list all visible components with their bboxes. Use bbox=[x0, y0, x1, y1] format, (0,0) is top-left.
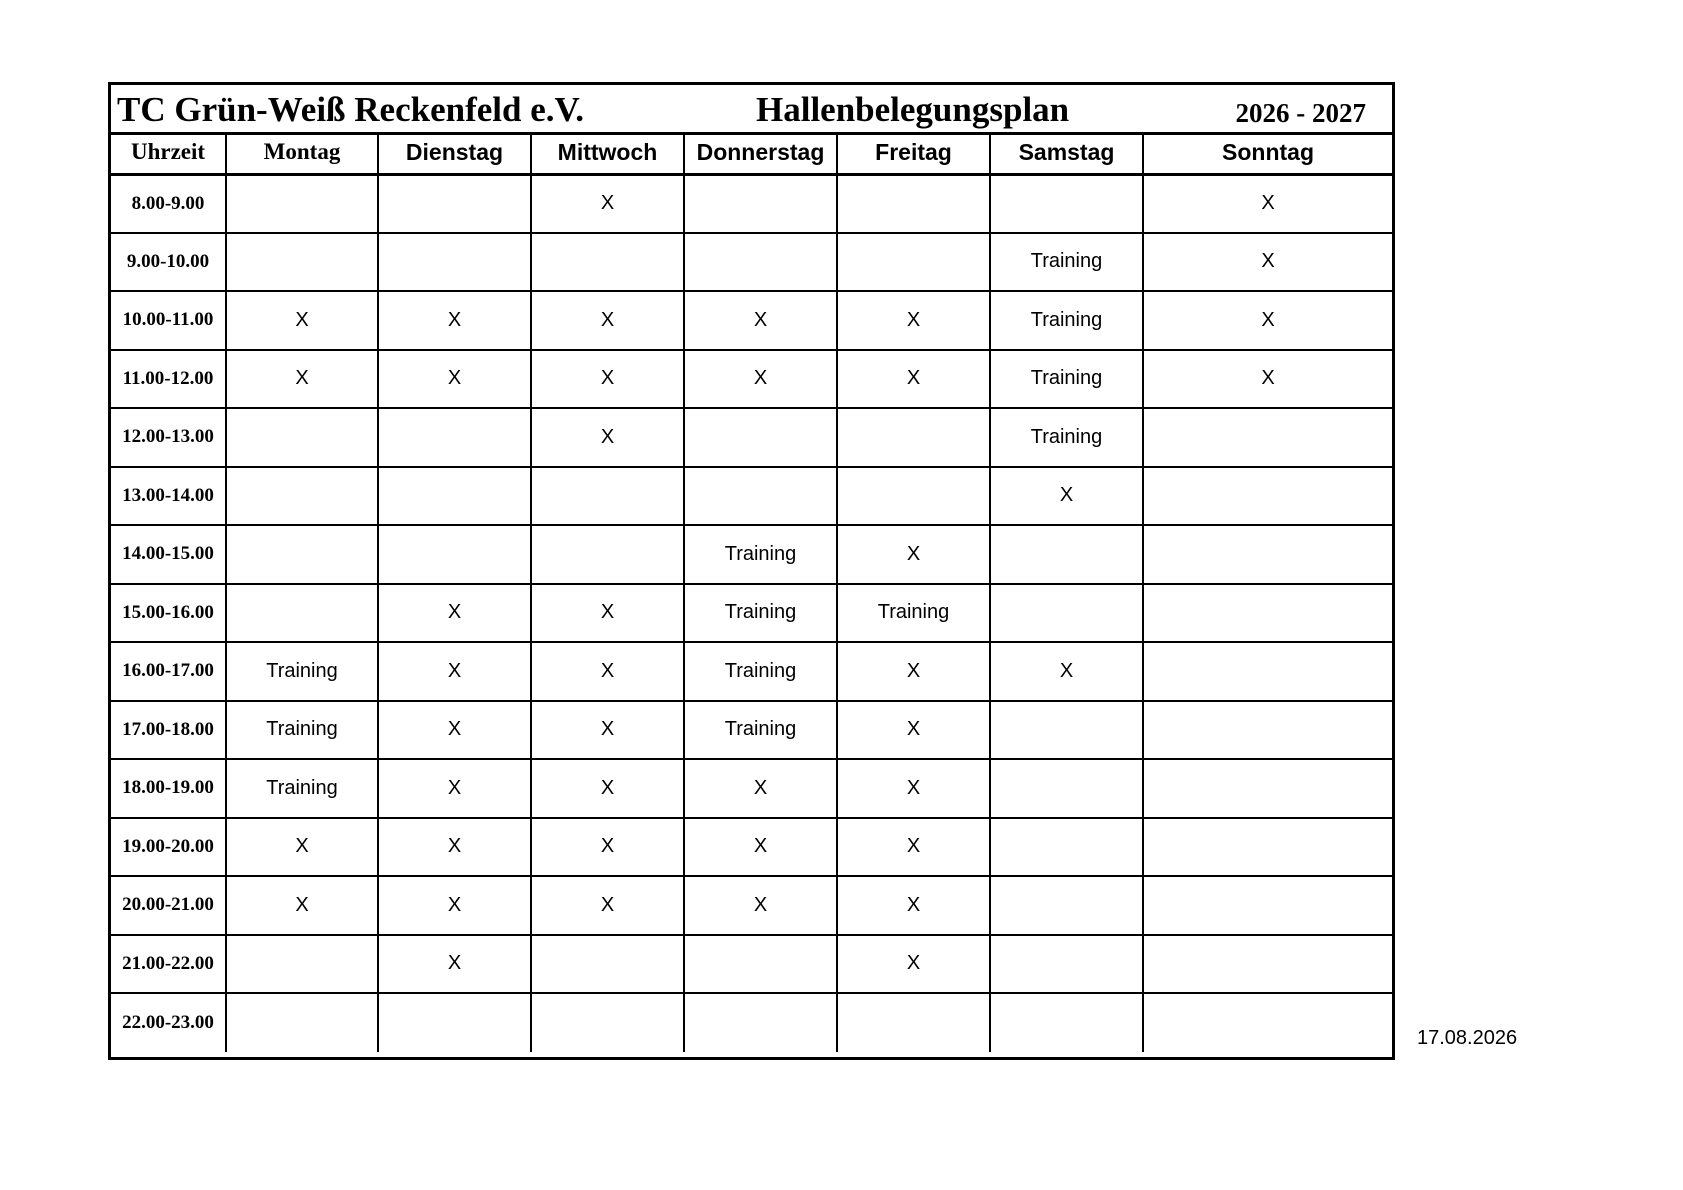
booking-cell-saturday bbox=[990, 876, 1143, 935]
table-row bbox=[111, 876, 1392, 935]
table-row bbox=[111, 993, 1392, 1052]
season-label: 2026 - 2027 bbox=[1235, 98, 1366, 128]
booking-cell-sunday: X bbox=[1143, 174, 1392, 233]
booking-cell-wednesday: X bbox=[531, 291, 684, 350]
booking-cell-saturday: Training bbox=[990, 233, 1143, 292]
booking-cell-tuesday bbox=[378, 467, 531, 526]
time-slot-cell: 18.00-19.00 bbox=[111, 759, 226, 818]
booking-cell-sunday bbox=[1143, 759, 1392, 818]
booking-cell-friday bbox=[837, 993, 990, 1052]
booking-cell-sunday bbox=[1143, 408, 1392, 467]
table-row bbox=[111, 584, 1392, 643]
table-row bbox=[111, 525, 1392, 584]
booking-cell-wednesday: X bbox=[531, 759, 684, 818]
booking-cell-wednesday: X bbox=[531, 642, 684, 701]
time-slot-cell: 16.00-17.00 bbox=[111, 642, 226, 701]
column-header-time: Uhrzeit bbox=[111, 132, 226, 174]
table-row bbox=[111, 818, 1392, 877]
booking-cell-wednesday: X bbox=[531, 408, 684, 467]
booking-cell-wednesday bbox=[531, 525, 684, 584]
time-slot-cell: 21.00-22.00 bbox=[111, 935, 226, 994]
booking-cell-wednesday: X bbox=[531, 174, 684, 233]
time-slot-cell: 22.00-23.00 bbox=[111, 993, 226, 1052]
time-slot-cell: 15.00-16.00 bbox=[111, 584, 226, 643]
column-header-saturday: Samstag bbox=[990, 132, 1143, 174]
table-row bbox=[111, 174, 1392, 233]
booking-cell-tuesday: X bbox=[378, 818, 531, 877]
booking-cell-tuesday: X bbox=[378, 759, 531, 818]
booking-cell-saturday: Training bbox=[990, 291, 1143, 350]
booking-cell-wednesday: X bbox=[531, 584, 684, 643]
booking-cell-monday: Training bbox=[226, 642, 378, 701]
booking-cell-monday: X bbox=[226, 350, 378, 409]
booking-cell-monday: X bbox=[226, 876, 378, 935]
booking-cell-monday bbox=[226, 935, 378, 994]
booking-cell-sunday bbox=[1143, 642, 1392, 701]
booking-cell-monday: X bbox=[226, 291, 378, 350]
booking-cell-tuesday bbox=[378, 525, 531, 584]
booking-cell-thursday bbox=[684, 408, 837, 467]
plan-title: Hallenbelegungsplan bbox=[756, 90, 1070, 129]
booking-cell-saturday bbox=[990, 818, 1143, 877]
booking-cell-friday: X bbox=[837, 350, 990, 409]
table-row bbox=[111, 701, 1392, 760]
column-header-monday: Montag bbox=[226, 132, 378, 174]
column-header-friday: Freitag bbox=[837, 132, 990, 174]
booking-cell-tuesday: X bbox=[378, 584, 531, 643]
booking-cell-monday bbox=[226, 408, 378, 467]
print-date: 17.08.2026 bbox=[1417, 1027, 1518, 1049]
booking-cell-monday: Training bbox=[226, 759, 378, 818]
booking-cell-tuesday: X bbox=[378, 701, 531, 760]
booking-cell-friday: X bbox=[837, 759, 990, 818]
booking-cell-tuesday: X bbox=[378, 876, 531, 935]
booking-cell-saturday bbox=[990, 759, 1143, 818]
table-row bbox=[111, 759, 1392, 818]
booking-cell-sunday: X bbox=[1143, 233, 1392, 292]
time-slot-cell: 13.00-14.00 bbox=[111, 467, 226, 526]
schedule-sheet bbox=[108, 82, 1395, 1060]
booking-cell-saturday bbox=[990, 701, 1143, 760]
booking-cell-friday bbox=[837, 467, 990, 526]
booking-cell-wednesday bbox=[531, 467, 684, 526]
booking-cell-thursday bbox=[684, 467, 837, 526]
booking-cell-wednesday bbox=[531, 993, 684, 1052]
booking-cell-friday: X bbox=[837, 642, 990, 701]
booking-cell-thursday: X bbox=[684, 876, 837, 935]
booking-cell-sunday bbox=[1143, 467, 1392, 526]
booking-cell-sunday: X bbox=[1143, 350, 1392, 409]
booking-cell-friday: Training bbox=[837, 584, 990, 643]
time-slot-cell: 20.00-21.00 bbox=[111, 876, 226, 935]
time-slot-cell: 14.00-15.00 bbox=[111, 525, 226, 584]
club-name: TC Grün-Weiß Reckenfeld e.V. bbox=[117, 90, 584, 129]
booking-cell-thursday: X bbox=[684, 350, 837, 409]
booking-cell-monday: X bbox=[226, 818, 378, 877]
booking-cell-saturday bbox=[990, 935, 1143, 994]
title-row bbox=[111, 85, 1392, 135]
booking-cell-friday: X bbox=[837, 818, 990, 877]
column-header-wednesday: Mittwoch bbox=[531, 132, 684, 174]
column-header-thursday: Donnerstag bbox=[684, 132, 837, 174]
booking-cell-friday bbox=[837, 233, 990, 292]
booking-cell-saturday bbox=[990, 525, 1143, 584]
booking-cell-thursday: Training bbox=[684, 642, 837, 701]
booking-cell-saturday bbox=[990, 584, 1143, 643]
booking-cell-tuesday bbox=[378, 408, 531, 467]
table-row bbox=[111, 408, 1392, 467]
booking-cell-friday: X bbox=[837, 876, 990, 935]
booking-cell-monday bbox=[226, 993, 378, 1052]
booking-cell-monday: Training bbox=[226, 701, 378, 760]
time-slot-cell: 17.00-18.00 bbox=[111, 701, 226, 760]
booking-cell-sunday bbox=[1143, 935, 1392, 994]
booking-cell-friday: X bbox=[837, 935, 990, 994]
time-slot-cell: 12.00-13.00 bbox=[111, 408, 226, 467]
time-slot-cell: 19.00-20.00 bbox=[111, 818, 226, 877]
booking-cell-sunday bbox=[1143, 525, 1392, 584]
table-row bbox=[111, 642, 1392, 701]
booking-cell-thursday: Training bbox=[684, 701, 837, 760]
booking-cell-thursday: X bbox=[684, 759, 837, 818]
booking-cell-friday: X bbox=[837, 525, 990, 584]
booking-cell-monday bbox=[226, 174, 378, 233]
booking-cell-wednesday: X bbox=[531, 876, 684, 935]
booking-cell-monday bbox=[226, 467, 378, 526]
booking-cell-monday bbox=[226, 525, 378, 584]
booking-cell-thursday: Training bbox=[684, 525, 837, 584]
table-row bbox=[111, 291, 1392, 350]
booking-cell-thursday bbox=[684, 233, 837, 292]
time-slot-cell: 8.00-9.00 bbox=[111, 174, 226, 233]
booking-cell-saturday: Training bbox=[990, 350, 1143, 409]
booking-cell-monday bbox=[226, 233, 378, 292]
booking-cell-wednesday: X bbox=[531, 350, 684, 409]
booking-cell-friday bbox=[837, 174, 990, 233]
booking-cell-wednesday bbox=[531, 233, 684, 292]
column-header-sunday: Sonntag bbox=[1143, 132, 1392, 174]
booking-cell-wednesday bbox=[531, 935, 684, 994]
booking-cell-tuesday bbox=[378, 233, 531, 292]
booking-cell-tuesday: X bbox=[378, 350, 531, 409]
table-row bbox=[111, 467, 1392, 526]
booking-cell-saturday bbox=[990, 174, 1143, 233]
booking-cell-sunday bbox=[1143, 993, 1392, 1052]
booking-cell-wednesday: X bbox=[531, 818, 684, 877]
booking-cell-monday bbox=[226, 584, 378, 643]
booking-cell-thursday: Training bbox=[684, 584, 837, 643]
column-header-tuesday: Dienstag bbox=[378, 132, 531, 174]
booking-cell-thursday: X bbox=[684, 818, 837, 877]
booking-cell-sunday: X bbox=[1143, 291, 1392, 350]
table-row bbox=[111, 233, 1392, 292]
booking-cell-sunday bbox=[1143, 701, 1392, 760]
header-row bbox=[111, 132, 1392, 174]
time-slot-cell: 9.00-10.00 bbox=[111, 233, 226, 292]
booking-cell-saturday bbox=[990, 993, 1143, 1052]
booking-cell-saturday: X bbox=[990, 467, 1143, 526]
table-row bbox=[111, 935, 1392, 994]
booking-cell-thursday bbox=[684, 993, 837, 1052]
booking-cell-tuesday bbox=[378, 993, 531, 1052]
booking-cell-saturday: X bbox=[990, 642, 1143, 701]
booking-cell-wednesday: X bbox=[531, 701, 684, 760]
booking-cell-tuesday: X bbox=[378, 642, 531, 701]
booking-cell-saturday: Training bbox=[990, 408, 1143, 467]
booking-cell-sunday bbox=[1143, 818, 1392, 877]
booking-cell-friday: X bbox=[837, 291, 990, 350]
schedule-table bbox=[111, 132, 1392, 1052]
time-slot-cell: 10.00-11.00 bbox=[111, 291, 226, 350]
booking-cell-friday: X bbox=[837, 701, 990, 760]
booking-cell-tuesday: X bbox=[378, 291, 531, 350]
booking-cell-thursday bbox=[684, 935, 837, 994]
table-row bbox=[111, 350, 1392, 409]
booking-cell-thursday bbox=[684, 174, 837, 233]
booking-cell-sunday bbox=[1143, 876, 1392, 935]
booking-cell-friday bbox=[837, 408, 990, 467]
booking-cell-sunday bbox=[1143, 584, 1392, 643]
booking-cell-thursday: X bbox=[684, 291, 837, 350]
time-slot-cell: 11.00-12.00 bbox=[111, 350, 226, 409]
booking-cell-tuesday bbox=[378, 174, 531, 233]
booking-cell-tuesday: X bbox=[378, 935, 531, 994]
